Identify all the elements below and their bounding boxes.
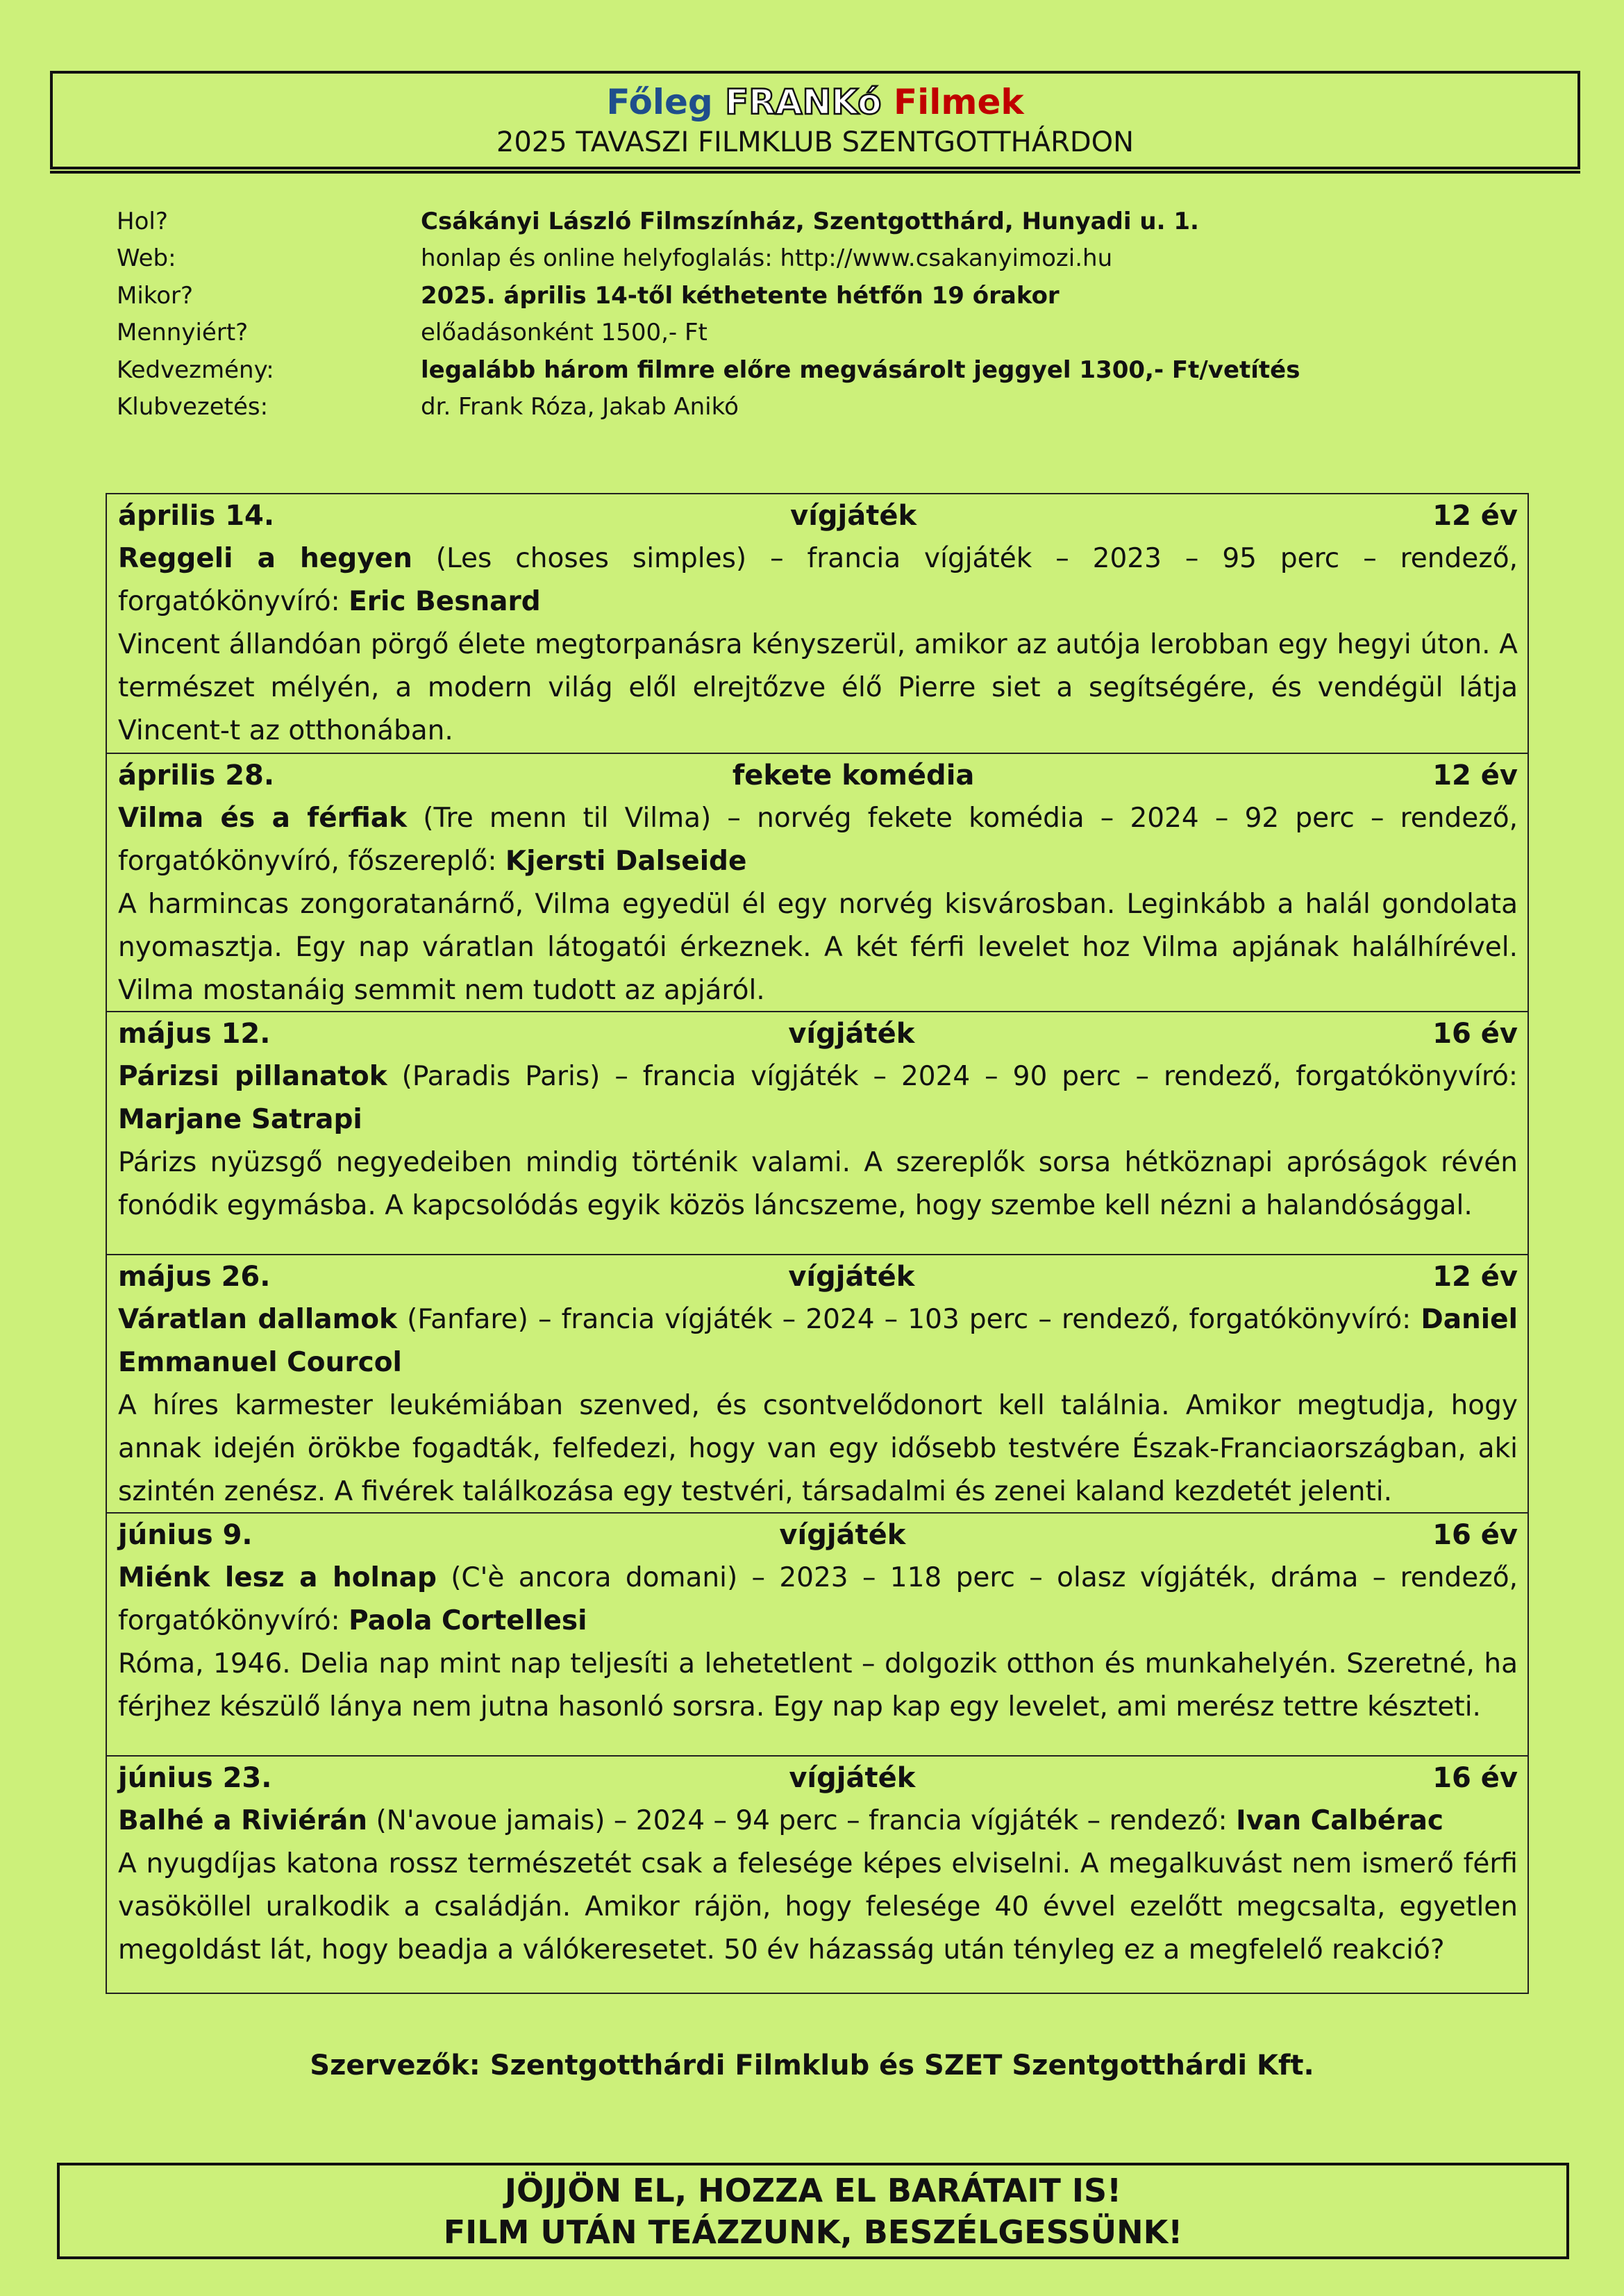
info-label: Mikor? bbox=[117, 281, 194, 310]
footer-box bbox=[57, 2163, 1569, 2259]
info-row-price bbox=[117, 315, 1300, 352]
film-details: (Paradis Paris) – francia vígjáték – 2024 – 90 perc – rendező, forgatókönyvíró: bbox=[387, 1061, 1518, 1092]
film-age-rating: 16 év bbox=[1432, 1519, 1518, 1551]
film-genre: vígjáték bbox=[779, 1519, 906, 1551]
film-date: június 23. bbox=[118, 1762, 272, 1794]
film-age-rating: 12 év bbox=[1432, 1261, 1518, 1293]
film-title-line bbox=[118, 1298, 1518, 1384]
film-details: (Fanfare) – francia vígjáték – 2024 – 103 perc – rendező, forgatókönyvíró: bbox=[396, 1304, 1421, 1335]
info-value: előadásonként 1500,- Ft bbox=[421, 319, 708, 347]
film-age-rating: 16 év bbox=[1432, 1018, 1518, 1050]
film-director: Paola Cortellesi bbox=[349, 1605, 587, 1636]
footer-line-1: JÖJJÖN EL, HOZZA EL BARÁTAIT IS! bbox=[504, 2172, 1122, 2209]
film-header bbox=[118, 1012, 1518, 1055]
film-description: Vincent állandóan pörgő élete megtorpanásra kényszerül, amikor az autója lerobban egy hegyi úton. A természet mélyén, a modern világ elől elrejtőzve élő Pierre siet a segítségére, és vendégül látja Vincent-t az otthonában. bbox=[118, 629, 1518, 746]
film-title-line bbox=[118, 1557, 1518, 1643]
info-row-when bbox=[117, 277, 1300, 315]
film-description: Párizs nyüzsgő negyedeiben mindig történik valami. A szereplők sorsa hétköznapi apróságok révén fonódik egymásba. A kapcsolódás egyik közös láncszeme, hogy szembe kell nézni a halandósággal. bbox=[118, 1147, 1518, 1221]
film-director: Daniel Emmanuel Courcol bbox=[118, 1304, 1518, 1378]
film-title: Miénk lesz a holnap bbox=[118, 1562, 437, 1593]
info-value: 2025. április 14-től kéthetente hétfőn 19 órakor bbox=[421, 281, 1060, 310]
film-entry bbox=[107, 494, 1527, 753]
info-row-where bbox=[117, 203, 1300, 240]
info-label: Web: bbox=[117, 244, 176, 273]
film-description: A harmincas zongoratanárnő, Vilma egyedül él egy norvég kisvárosban. Leginkább a halál gondolata nyomasztja. Egy nap váratlan látogatói érkeznek. A két férfi levelet hoz Vilma apjának halálhírével. Vilma mostanáig semmit nem tudott az apjáról. bbox=[118, 889, 1518, 1006]
film-title: Vilma és a férfiak bbox=[118, 803, 408, 834]
film-title-line bbox=[118, 1055, 1518, 1141]
info-section bbox=[117, 203, 1300, 426]
header-box bbox=[50, 71, 1580, 169]
film-entry bbox=[107, 1755, 1527, 1994]
info-label: Kedvezmény: bbox=[117, 355, 274, 384]
title-word-filmek: Filmek bbox=[893, 82, 1024, 122]
title-word-foleg: Főleg bbox=[606, 82, 713, 122]
film-genre: fekete komédia bbox=[732, 760, 975, 791]
info-row-hosts bbox=[117, 389, 1300, 426]
film-title-line bbox=[118, 1800, 1518, 1843]
film-header bbox=[118, 494, 1518, 537]
film-date: június 9. bbox=[118, 1519, 253, 1551]
film-age-rating: 12 év bbox=[1432, 760, 1518, 791]
info-label: Mennyiért? bbox=[117, 319, 249, 347]
film-details: (Les choses simples) – francia vígjáték – 2023 – 95 perc – rendező, forgatókönyvíró: bbox=[118, 543, 1518, 617]
film-date: április 28. bbox=[118, 760, 275, 791]
info-label: Hol? bbox=[117, 207, 168, 235]
film-date: április 14. bbox=[118, 500, 275, 532]
film-header bbox=[118, 1757, 1518, 1800]
page-subtitle: 2025 TAVASZI FILMKLUB SZENTGOTTHÁRDON bbox=[496, 126, 1135, 158]
film-details: (Tre menn til Vilma) – norvég fekete komédia – 2024 – 92 perc – rendező, forgatókönyvíró, főszereplő: bbox=[118, 803, 1518, 877]
film-description: Róma, 1946. Delia nap mint nap teljesíti a lehetetlent – dolgozik otthon és munkahelyén. Szeretné, ha férjhez készülő lánya nem jutna hasonló sorsra. Egy nap kap egy levelet, ami merész tettre készteti. bbox=[118, 1648, 1518, 1723]
film-genre: vígjáték bbox=[790, 500, 917, 532]
film-header bbox=[118, 1514, 1518, 1557]
film-details: (N'avoue jamais) – 2024 – 94 perc – francia vígjáték – rendező: bbox=[367, 1805, 1237, 1836]
title-word-franko: FRANKó bbox=[725, 82, 882, 122]
film-date: május 12. bbox=[118, 1018, 271, 1050]
film-entry bbox=[107, 1011, 1527, 1254]
film-date: május 26. bbox=[118, 1261, 271, 1293]
film-program-table bbox=[106, 493, 1529, 1994]
film-genre: vígjáték bbox=[789, 1762, 916, 1794]
website-link[interactable]: honlap és online helyfoglalás: http://www.csakanyimozi.hu bbox=[421, 244, 1113, 273]
film-header bbox=[118, 754, 1518, 797]
film-director: Ivan Calbérac bbox=[1236, 1805, 1444, 1836]
footer-line-2: FILM UTÁN TEÁZZUNK, BESZÉLGESSÜNK! bbox=[443, 2213, 1183, 2251]
info-row-web bbox=[117, 240, 1300, 278]
film-age-rating: 12 év bbox=[1432, 500, 1518, 532]
film-age-rating: 16 év bbox=[1432, 1762, 1518, 1794]
film-genre: vígjáték bbox=[788, 1261, 915, 1293]
organizers: Szervezők: Szentgotthárdi Filmklub és SZET Szentgotthárdi Kft. bbox=[310, 2050, 1314, 2081]
film-description: A nyugdíjas katona rossz természetét csak a felesége képes elviselni. A megalkuvást nem ismerő férfi vasököllel uralkodik a családján. Amikor rájön, hogy felesége 40 évvel ezelőtt megcsalta, egyetlen megoldást lát, hogy beadja a válókeresetet. 50 év házasság után tényleg ez a megfelelő reakció? bbox=[118, 1848, 1518, 1966]
info-value: dr. Frank Róza, Jakab Anikó bbox=[421, 393, 739, 421]
film-title: Váratlan dallamok bbox=[118, 1304, 397, 1335]
film-director: Eric Besnard bbox=[349, 586, 541, 617]
film-entry bbox=[107, 1254, 1527, 1512]
film-header bbox=[118, 1255, 1518, 1298]
film-title: Balhé a Riviérán bbox=[118, 1805, 368, 1836]
film-genre: vígjáték bbox=[788, 1018, 915, 1050]
film-details: (C'è ancora domani) – 2023 – 118 perc – olasz vígjáték, dráma – rendező, forgatókönyvíró: bbox=[118, 1562, 1518, 1636]
info-row-discount bbox=[117, 351, 1300, 389]
info-value: legalább három filmre előre megvásárolt jeggyel 1300,- Ft/vetítés bbox=[421, 355, 1300, 384]
page-title bbox=[53, 81, 1577, 124]
film-entry bbox=[107, 753, 1527, 1011]
info-value: Csákányi László Filmszínház, Szentgotthárd, Hunyadi u. 1. bbox=[421, 207, 1199, 235]
film-title: Párizsi pillanatok bbox=[118, 1061, 387, 1092]
film-director: Kjersti Dalseide bbox=[505, 846, 747, 877]
film-description: A híres karmester leukémiában szenved, és csontvelődonort kell találnia. Amikor megtudja, hogy annak idején örökbe fogadták, felfedezi, hogy van egy idősebb testvére Észak-Franciaországban, aki szintén zenész. A fivérek találkozása egy testvéri, társadalmi és zenei kaland kezdetét jelenti. bbox=[118, 1390, 1518, 1507]
film-director: Marjane Satrapi bbox=[118, 1104, 362, 1135]
film-entry bbox=[107, 1512, 1527, 1755]
film-title: Reggeli a hegyen bbox=[118, 543, 412, 574]
info-label: Klubvezetés: bbox=[117, 393, 269, 421]
film-title-line bbox=[118, 537, 1518, 623]
film-title-line bbox=[118, 797, 1518, 883]
